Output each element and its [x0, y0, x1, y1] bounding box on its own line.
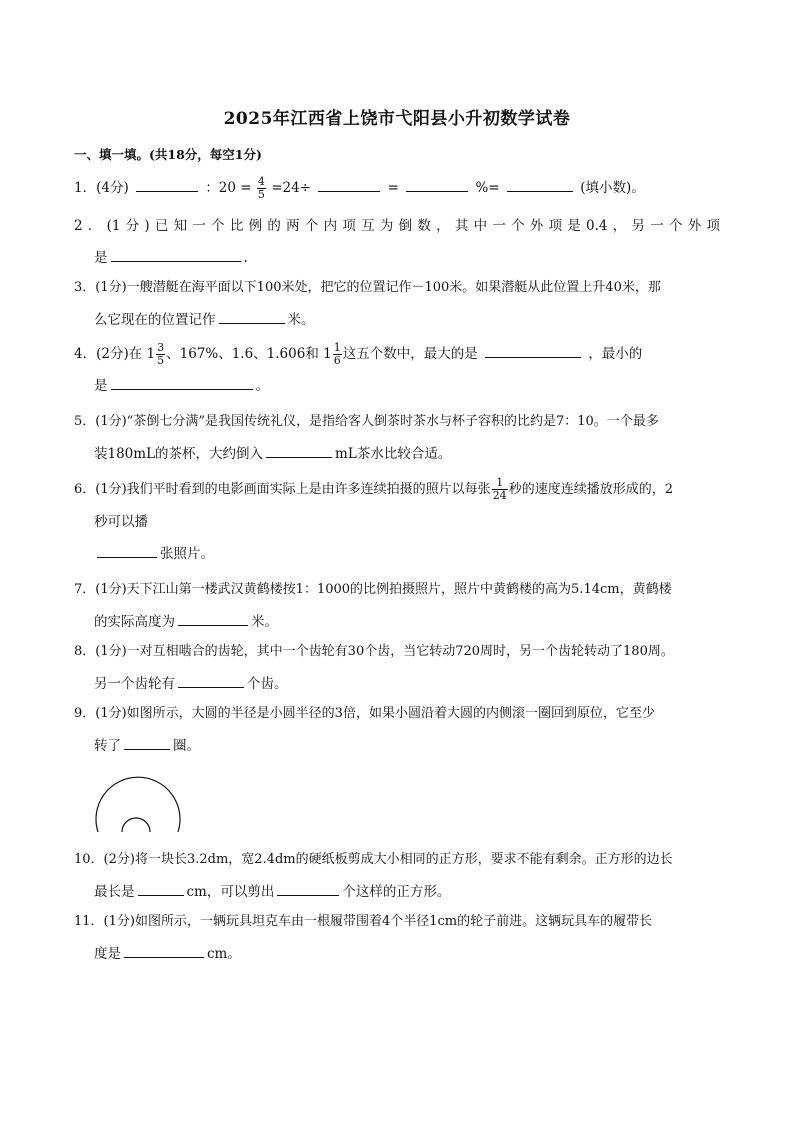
question-6: 6．(1分)我们平时看到的电影画面实际上是由许多连续拍摄的照片以每张 $\frac{1}{24}$ 秒的速度连续播放形成的，2 秒可以播 张照片。	[74, 476, 673, 562]
q1-blank-3[interactable]	[406, 177, 468, 192]
q9-blank[interactable]	[124, 735, 170, 750]
q11-blank[interactable]	[124, 943, 204, 958]
question-11: 11．(1分)如图所示，一辆玩具坦克车由一根履带围着4个半径1cm的轮子前进。这辆玩具车的履带长 度是 cm。	[74, 914, 653, 962]
question-5: 5．(1分)“茶倒七分满”是我国传统礼仪，是指给客人倒茶时茶水与杯子容积的比约是7：10。一个最多 装180mL的茶杯，大约倒入 mL茶水比较合适。	[74, 414, 659, 462]
q1-prefix: 1．(4分)	[74, 180, 129, 196]
q1-fraction: $\frac{4}{5}$	[257, 175, 265, 201]
question-4: 4．(2分)在 1 $\frac{3}{5}$ 、167%、1.6、1.606和 1 $\frac{1}{6}$ 这五个数中，最大的是 ，最小的 是 。	[74, 341, 643, 394]
question-9: 9．(1分)如图所示，大圆的半径是小圆半径的3倍，如果小圆沿着大圆的内侧滚一圈回到原位，它至少 转了 圈。	[74, 706, 655, 754]
q10-blank-1[interactable]	[138, 881, 184, 896]
q6-fraction: $\frac{1}{24}$	[492, 476, 507, 502]
question-7: 7．(1分)天下江山第一楼武汉黄鹤楼按1：1000的比例拍摄照片，照片中黄鹤楼的高为5.14cm，黄鹤楼 的实际高度为 米。	[74, 582, 672, 630]
section-heading: 一、填一填。(共18分，每空1分)	[74, 147, 262, 162]
question-10: 10．(2分)将一块长3.2dm，宽2.4dm的硬纸板剪成大小相同的正方形，要求不能有剩余。正方形的边长 最长是 cm，可以剪出 个这样的正方形。	[74, 852, 673, 900]
q1-blank-4[interactable]	[507, 177, 573, 192]
q6-blank[interactable]	[97, 543, 157, 558]
exam-title: 2025年江西省上饶市弋阳县小升初数学试卷	[223, 109, 571, 129]
q4-mixed-number-2: 1 $\frac{1}{6}$	[323, 341, 341, 367]
q1-blank-2[interactable]	[318, 177, 380, 192]
question-8: 8．(1分)一对互相啮合的齿轮，其中一个齿轮有30个齿，当它转动720周时，另一个齿轮转动了180周。 另一个齿轮有 个齿。	[74, 644, 674, 692]
q2-blank[interactable]	[111, 247, 241, 262]
q4-mixed-number-1: 1 $\frac{3}{5}$	[146, 341, 165, 367]
q5-blank[interactable]	[266, 443, 332, 458]
question-1: 1．(4分) ：20 = $\frac{4}{5}$ =24÷ = %= (填小数)。	[74, 175, 645, 201]
q8-blank[interactable]	[178, 673, 244, 688]
q4-blank-1[interactable]	[485, 343, 581, 358]
q9-circles-figure	[90, 764, 190, 834]
q7-blank[interactable]	[178, 611, 248, 626]
question-3: 3．(1分)一艘潜艇在海平面以下100米处，把它的位置记作－100米。如果潜艇从此位置上升40米，那 么它现在的位置记作 米。	[74, 280, 661, 328]
q10-blank-2[interactable]	[277, 881, 339, 896]
q1-blank-1[interactable]	[136, 177, 198, 192]
q4-blank-2[interactable]	[111, 375, 253, 390]
question-2: 2．(1分)已知一个比例的两个内项互为倒数，其中一个外项是0.4，另一个外项 是 .	[74, 218, 720, 266]
q3-blank[interactable]	[219, 309, 285, 324]
